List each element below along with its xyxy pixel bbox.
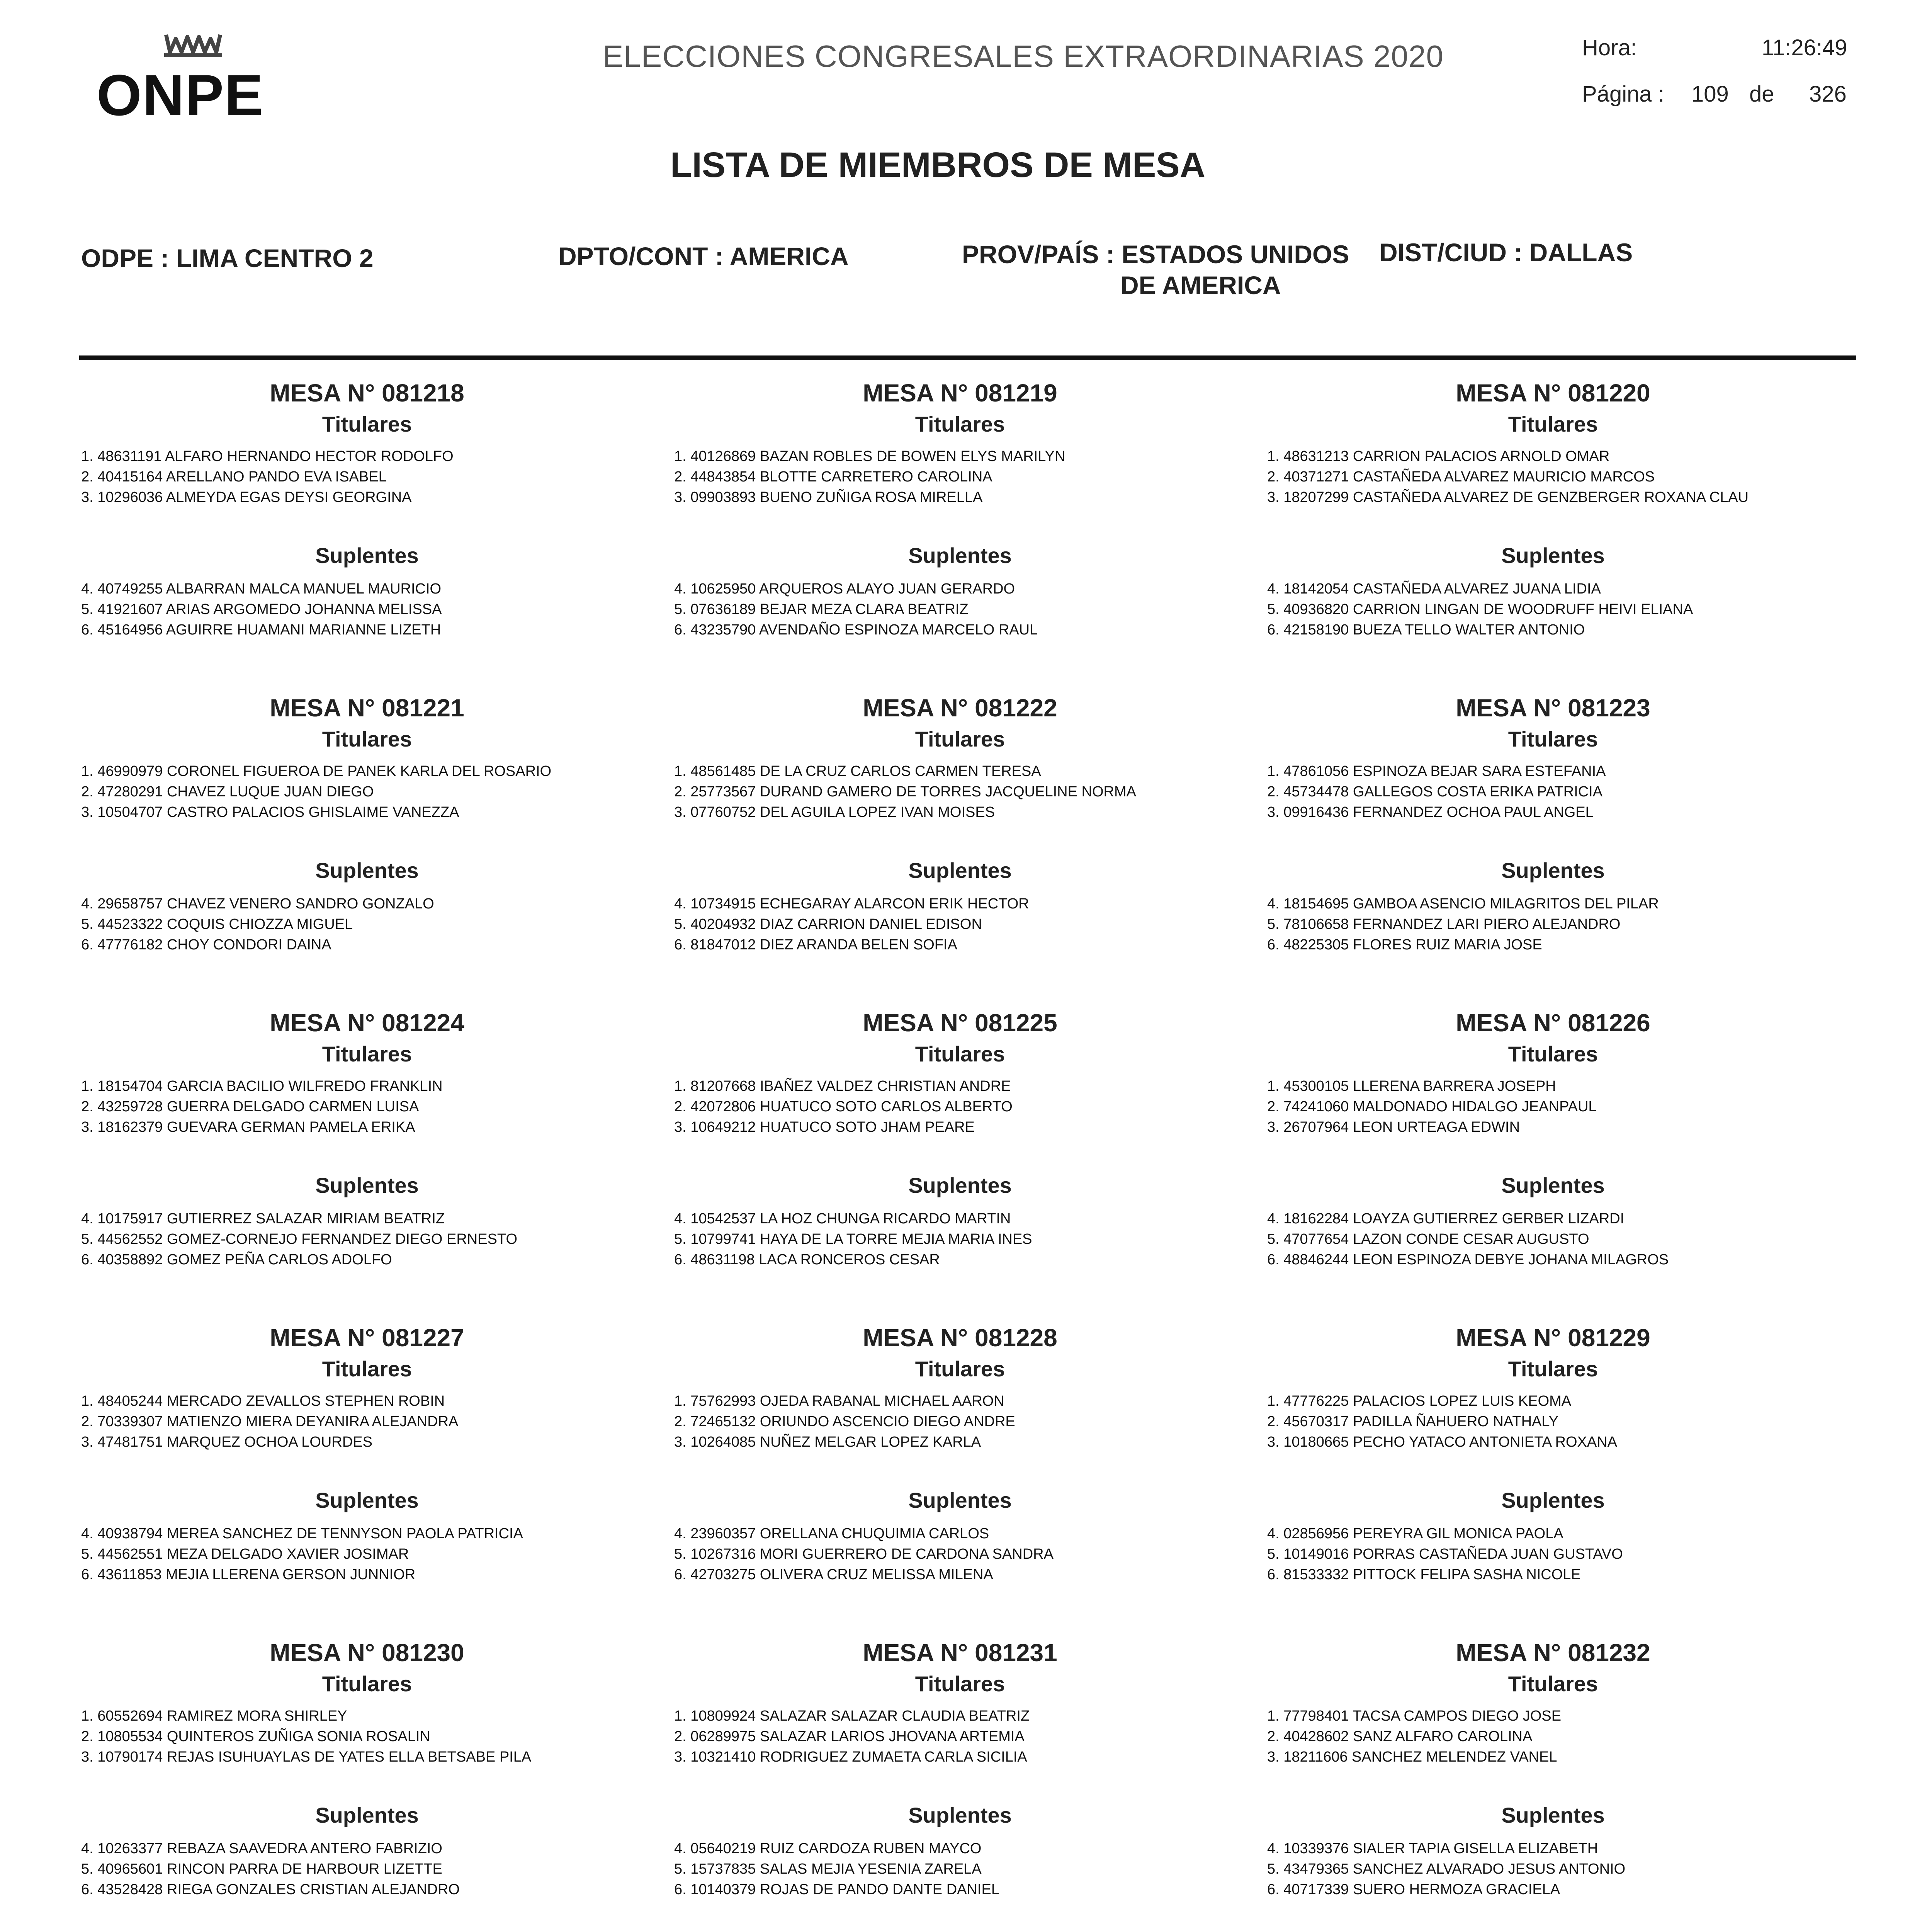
member-row: 3. 07760752 DEL AGUILA LOPEZ IVAN MOISES xyxy=(674,804,995,820)
member-row: 1. 48561485 DE LA CRUZ CARLOS CARMEN TERESA xyxy=(674,763,1041,779)
suplentes-heading: Suplentes xyxy=(908,1803,1012,1827)
mesa-title: MESA N° 081221 xyxy=(270,694,464,722)
suplentes-list xyxy=(1267,1524,1623,1585)
mesa-block xyxy=(1267,1009,1839,1268)
titulares-heading: Titulares xyxy=(1508,412,1598,436)
member-row: 2. 40415164 ARELLANO PANDO EVA ISABEL xyxy=(81,469,387,485)
member-row: 2. 45734478 GALLEGOS COSTA ERIKA PATRICIA xyxy=(1267,784,1603,800)
member-row: 4. 10625950 ARQUEROS ALAYO JUAN GERARDO xyxy=(674,581,1015,597)
hora-label: Hora: xyxy=(1582,35,1637,60)
mesa-title: MESA N° 081225 xyxy=(863,1009,1057,1037)
member-row: 1. 45300105 LLERENA BARRERA JOSEPH xyxy=(1267,1078,1556,1094)
suplentes-list xyxy=(81,579,442,640)
member-row: 5. 10799741 HAYA DE LA TORRE MEJIA MARIA INES xyxy=(674,1231,1032,1247)
member-row: 6. 42158190 BUEZA TELLO WALTER ANTONIO xyxy=(1267,622,1585,638)
total-pages: 326 xyxy=(1809,82,1847,107)
page-title: LISTA DE MIEMBROS DE MESA xyxy=(670,145,1206,185)
titulares-list xyxy=(81,761,551,823)
member-row: 3. 18162379 GUEVARA GERMAN PAMELA ERIKA xyxy=(81,1119,415,1135)
suplentes-list xyxy=(1267,1209,1669,1270)
titulares-heading: Titulares xyxy=(322,1672,412,1696)
hora-value: 11:26:49 xyxy=(1762,35,1847,60)
member-row: 3. 10790174 REJAS ISUHUAYLAS DE YATES ELLA BETSABE PILA xyxy=(81,1749,532,1765)
suplentes-list xyxy=(674,1209,1032,1270)
mesa-title: MESA N° 081230 xyxy=(270,1639,464,1667)
pagina-label: Página : xyxy=(1582,82,1664,107)
titulares-heading: Titulares xyxy=(1508,1672,1598,1696)
member-row: 5. 43479365 SANCHEZ ALVARADO JESUS ANTONIO xyxy=(1267,1861,1626,1877)
member-row: 2. 74241060 MALDONADO HIDALGO JEANPAUL xyxy=(1267,1099,1597,1115)
member-row: 2. 45670317 PADILLA ÑAHUERO NATHALY xyxy=(1267,1413,1559,1430)
member-row: 4. 10175917 GUTIERREZ SALAZAR MIRIAM BEATRIZ xyxy=(81,1211,445,1227)
header-divider xyxy=(79,355,1856,360)
mesa-block xyxy=(674,694,1246,953)
suplentes-heading: Suplentes xyxy=(315,1803,419,1827)
odpe-field: ODPE : LIMA CENTRO 2 xyxy=(81,244,374,272)
titulares-list xyxy=(674,446,1065,508)
member-row: 4. 29658757 CHAVEZ VENERO SANDRO GONZALO xyxy=(81,896,434,912)
titulares-heading: Titulares xyxy=(322,412,412,436)
member-row: 1. 40126869 BAZAN ROBLES DE BOWEN ELYS MARILYN xyxy=(674,448,1065,464)
suplentes-list xyxy=(674,1524,1054,1585)
member-row: 5. 44562551 MEZA DELGADO XAVIER JOSIMAR xyxy=(81,1546,409,1562)
member-row: 5. 15737835 SALAS MEJIA YESENIA ZARELA xyxy=(674,1861,982,1877)
mesa-block xyxy=(81,379,653,638)
member-row: 3. 10180665 PECHO YATACO ANTONIETA ROXANA xyxy=(1267,1434,1618,1450)
mesa-block xyxy=(1267,1638,1839,1898)
suplentes-list xyxy=(81,1524,523,1585)
suplentes-heading: Suplentes xyxy=(315,1488,419,1512)
member-row: 5. 07636189 BEJAR MEZA CLARA BEATRIZ xyxy=(674,601,969,617)
member-row: 1. 81207668 IBAÑEZ VALDEZ CHRISTIAN ANDRE xyxy=(674,1078,1011,1094)
mesa-title: MESA N° 081227 xyxy=(270,1324,464,1352)
member-row: 1. 60552694 RAMIREZ MORA SHIRLEY xyxy=(81,1708,347,1724)
suplentes-heading: Suplentes xyxy=(1501,858,1605,883)
suplentes-heading: Suplentes xyxy=(908,1488,1012,1512)
member-row: 2. 42072806 HUATUCO SOTO CARLOS ALBERTO xyxy=(674,1099,1013,1115)
member-row: 3. 10264085 NUÑEZ MELGAR LOPEZ KARLA xyxy=(674,1434,981,1450)
mesa-block xyxy=(674,1009,1246,1268)
member-row: 6. 48631198 LACA RONCEROS CESAR xyxy=(674,1252,940,1268)
member-row: 1. 48631213 CARRION PALACIOS ARNOLD OMAR xyxy=(1267,448,1610,464)
dpto-field: DPTO/CONT : AMERICA xyxy=(558,242,849,270)
member-row: 3. 10649212 HUATUCO SOTO JHAM PEARE xyxy=(674,1119,975,1135)
suplentes-heading: Suplentes xyxy=(908,858,1012,883)
mesa-block xyxy=(81,694,653,953)
member-row: 6. 81533332 PITTOCK FELIPA SASHA NICOLE xyxy=(1267,1566,1581,1583)
suplentes-list xyxy=(81,1838,460,1900)
prov-field-continued: DE AMERICA xyxy=(1120,271,1281,299)
titulares-list xyxy=(674,1391,1015,1452)
mesa-block xyxy=(674,379,1246,638)
suplentes-list xyxy=(1267,894,1659,955)
prov-field: PROV/PAÍS : ESTADOS UNIDOS xyxy=(962,240,1349,269)
member-row: 4. 05640219 RUIZ CARDOZA RUBEN MAYCO xyxy=(674,1840,982,1857)
member-row: 5. 78106658 FERNANDEZ LARI PIERO ALEJANDRO xyxy=(1267,916,1621,932)
suplentes-heading: Suplentes xyxy=(315,1173,419,1197)
suplentes-heading: Suplentes xyxy=(1501,1803,1605,1827)
titulares-heading: Titulares xyxy=(915,412,1005,436)
member-row: 4. 18162284 LOAYZA GUTIERREZ GERBER LIZARDI xyxy=(1267,1211,1625,1227)
member-row: 6. 10140379 ROJAS DE PANDO DANTE DANIEL xyxy=(674,1881,999,1898)
mesa-title: MESA N° 081232 xyxy=(1456,1639,1650,1667)
member-row: 5. 40965601 RINCON PARRA DE HARBOUR LIZETTE xyxy=(81,1861,442,1877)
member-row: 5. 40204932 DIAZ CARRION DANIEL EDISON xyxy=(674,916,982,932)
member-row: 6. 43235790 AVENDAÑO ESPINOZA MARCELO RAUL xyxy=(674,622,1038,638)
mesa-block xyxy=(674,1323,1246,1583)
member-row: 6. 47776182 CHOY CONDORI DAINA xyxy=(81,937,331,953)
member-row: 5. 44523322 COQUIS CHIOZZA MIGUEL xyxy=(81,916,353,932)
titulares-heading: Titulares xyxy=(915,727,1005,751)
member-row: 2. 44843854 BLOTTE CARRETERO CAROLINA xyxy=(674,469,992,485)
suplentes-list xyxy=(674,1838,999,1900)
suplentes-heading: Suplentes xyxy=(1501,543,1605,568)
member-row: 2. 10805534 QUINTEROS ZUÑIGA SONIA ROSALIN xyxy=(81,1728,430,1745)
member-row: 6. 40358892 GOMEZ PEÑA CARLOS ADOLFO xyxy=(81,1252,392,1268)
member-row: 1. 47861056 ESPINOZA BEJAR SARA ESTEFANIA xyxy=(1267,763,1606,779)
suplentes-heading: Suplentes xyxy=(315,543,419,568)
suplentes-heading: Suplentes xyxy=(908,543,1012,568)
mesa-block xyxy=(81,1009,653,1268)
member-row: 2. 40428602 SANZ ALFARO CAROLINA xyxy=(1267,1728,1533,1745)
suplentes-heading: Suplentes xyxy=(908,1173,1012,1197)
member-row: 4. 02856956 PEREYRA GIL MONICA PAOLA xyxy=(1267,1526,1563,1542)
member-row: 6. 40717339 SUERO HERMOZA GRACIELA xyxy=(1267,1881,1560,1898)
titulares-list xyxy=(674,1706,1030,1767)
member-row: 4. 10339376 SIALER TAPIA GISELLA ELIZABETH xyxy=(1267,1840,1598,1857)
member-row: 4. 40938794 MEREA SANCHEZ DE TENNYSON PAOLA PATRICIA xyxy=(81,1526,523,1542)
member-row: 3. 26707964 LEON URTEAGA EDWIN xyxy=(1267,1119,1520,1135)
member-row: 1. 46990979 CORONEL FIGUEROA DE PANEK KARLA DEL ROSARIO xyxy=(81,763,552,779)
member-row: 2. 43259728 GUERRA DELGADO CARMEN LUISA xyxy=(81,1099,419,1115)
mesa-block xyxy=(674,1638,1246,1898)
mesa-title: MESA N° 081226 xyxy=(1456,1009,1650,1037)
member-row: 6. 43528428 RIEGA GONZALES CRISTIAN ALEJANDRO xyxy=(81,1881,460,1898)
mesa-block xyxy=(81,1638,653,1898)
member-row: 3. 47481751 MARQUEZ OCHOA LOURDES xyxy=(81,1434,372,1450)
mesa-title: MESA N° 081219 xyxy=(863,379,1057,407)
member-row: 6. 81847012 DIEZ ARANDA BELEN SOFIA xyxy=(674,937,957,953)
titulares-heading: Titulares xyxy=(1508,1357,1598,1381)
member-row: 4. 40749255 ALBARRAN MALCA MANUEL MAURICIO xyxy=(81,581,442,597)
member-row: 4. 10542537 LA HOZ CHUNGA RICARDO MARTIN xyxy=(674,1211,1011,1227)
titulares-list xyxy=(81,1706,531,1767)
member-row: 4. 10263377 REBAZA SAAVEDRA ANTERO FABRIZIO xyxy=(81,1840,442,1857)
mesa-title: MESA N° 081222 xyxy=(863,694,1057,722)
member-row: 5. 10267316 MORI GUERRERO DE CARDONA SANDRA xyxy=(674,1546,1054,1562)
ballot-box-icon xyxy=(155,23,232,58)
onpe-logo xyxy=(97,19,282,128)
member-row: 3. 18207299 CASTAÑEDA ALVAREZ DE GENZBERGER ROXANA CLAU xyxy=(1267,489,1749,505)
titulares-heading: Titulares xyxy=(915,1672,1005,1696)
member-row: 1. 48631191 ALFARO HERNANDO HECTOR RODOLFO xyxy=(81,448,454,464)
member-row: 5. 47077654 LAZON CONDE CESAR AUGUSTO xyxy=(1267,1231,1589,1247)
mesa-block xyxy=(81,1323,653,1583)
member-row: 5. 41921607 ARIAS ARGOMEDO JOHANNA MELISSA xyxy=(81,601,442,617)
suplentes-list xyxy=(81,1209,517,1270)
member-row: 4. 23960357 ORELLANA CHUQUIMIA CARLOS xyxy=(674,1526,989,1542)
titulares-list xyxy=(81,446,454,508)
titulares-list xyxy=(1267,1391,1617,1452)
suplentes-heading: Suplentes xyxy=(1501,1173,1605,1197)
member-row: 4. 10734915 ECHEGARAY ALARCON ERIK HECTOR xyxy=(674,896,1029,912)
member-row: 4. 18154695 GAMBOA ASENCIO MILAGRITOS DEL PILAR xyxy=(1267,896,1659,912)
titulares-list xyxy=(674,1076,1013,1138)
member-row: 6. 48846244 LEON ESPINOZA DEBYE JOHANA MILAGROS xyxy=(1267,1252,1669,1268)
member-row: 6. 48225305 FLORES RUIZ MARIA JOSE xyxy=(1267,937,1542,953)
mesa-title: MESA N° 081228 xyxy=(863,1324,1057,1352)
member-row: 1. 77798401 TACSA CAMPOS DIEGO JOSE xyxy=(1267,1708,1562,1724)
member-row: 2. 06289975 SALAZAR LARIOS JHOVANA ARTEMIA xyxy=(674,1728,1025,1745)
mesa-title: MESA N° 081220 xyxy=(1456,379,1650,407)
member-row: 6. 42703275 OLIVERA CRUZ MELISSA MILENA xyxy=(674,1566,993,1583)
titulares-list xyxy=(1267,446,1749,508)
titulares-heading: Titulares xyxy=(322,1357,412,1381)
suplentes-heading: Suplentes xyxy=(1501,1488,1605,1512)
election-title: ELECCIONES CONGRESALES EXTRAORDINARIAS 2020 xyxy=(603,39,1444,73)
mesa-block xyxy=(1267,694,1839,953)
mesa-title: MESA N° 081229 xyxy=(1456,1324,1650,1352)
titulares-heading: Titulares xyxy=(1508,727,1598,751)
suplentes-list xyxy=(81,894,434,955)
member-row: 2. 40371271 CASTAÑEDA ALVAREZ MAURICIO MARCOS xyxy=(1267,469,1655,485)
member-row: 6. 43611853 MEJIA LLERENA GERSON JUNNIOR xyxy=(81,1566,416,1583)
mesa-block xyxy=(1267,379,1839,638)
member-row: 2. 25773567 DURAND GAMERO DE TORRES JACQUELINE NORMA xyxy=(674,784,1136,800)
mesa-title: MESA N° 081223 xyxy=(1456,694,1650,722)
member-row: 3. 10321410 RODRIGUEZ ZUMAETA CARLA SICILIA xyxy=(674,1749,1027,1765)
titulares-heading: Titulares xyxy=(322,727,412,751)
titulares-list xyxy=(1267,1706,1561,1767)
titulares-list xyxy=(81,1076,443,1138)
titulares-heading: Titulares xyxy=(322,1042,412,1066)
member-row: 1. 75762993 OJEDA RABANAL MICHAEL AARON xyxy=(674,1393,1004,1409)
suplentes-list xyxy=(674,894,1029,955)
member-row: 3. 10504707 CASTRO PALACIOS GHISLAIME VANEZZA xyxy=(81,804,459,820)
titulares-list xyxy=(1267,1076,1597,1138)
mesa-title: MESA N° 081218 xyxy=(270,379,464,407)
mesa-block xyxy=(1267,1323,1839,1583)
mesa-title: MESA N° 081224 xyxy=(270,1009,464,1037)
titulares-heading: Titulares xyxy=(1508,1042,1598,1066)
titulares-heading: Titulares xyxy=(915,1357,1005,1381)
member-row: 5. 40936820 CARRION LINGAN DE WOODRUFF HEIVI ELIANA xyxy=(1267,601,1693,617)
titulares-heading: Titulares xyxy=(915,1042,1005,1066)
member-row: 2. 47280291 CHAVEZ LUQUE JUAN DIEGO xyxy=(81,784,374,800)
suplentes-heading: Suplentes xyxy=(315,858,419,883)
member-row: 3. 09903893 BUENO ZUÑIGA ROSA MIRELLA xyxy=(674,489,983,505)
titulares-list xyxy=(1267,761,1606,823)
member-row: 5. 44562552 GOMEZ-CORNEJO FERNANDEZ DIEGO ERNESTO xyxy=(81,1231,518,1247)
member-row: 4. 18142054 CASTAÑEDA ALVAREZ JUANA LIDIA xyxy=(1267,581,1601,597)
de-label: de xyxy=(1749,82,1774,107)
member-row: 3. 09916436 FERNANDEZ OCHOA PAUL ANGEL xyxy=(1267,804,1594,820)
titulares-list xyxy=(674,761,1136,823)
member-row: 2. 70339307 MATIENZO MIERA DEYANIRA ALEJANDRA xyxy=(81,1413,459,1430)
member-row: 1. 47776225 PALACIOS LOPEZ LUIS KEOMA xyxy=(1267,1393,1572,1409)
member-row: 2. 72465132 ORIUNDO ASCENCIO DIEGO ANDRE xyxy=(674,1413,1015,1430)
pagina-value: 109 xyxy=(1691,82,1729,107)
suplentes-list xyxy=(674,579,1038,640)
logo-text: ONPE xyxy=(97,63,264,128)
dist-field: DIST/CIUD : DALLAS xyxy=(1379,238,1633,267)
suplentes-list xyxy=(1267,1838,1625,1900)
member-row: 6. 45164956 AGUIRRE HUAMANI MARIANNE LIZETH xyxy=(81,622,441,638)
suplentes-list xyxy=(1267,579,1693,640)
member-row: 3. 10296036 ALMEYDA EGAS DEYSI GEORGINA xyxy=(81,489,412,505)
member-row: 5. 10149016 PORRAS CASTAÑEDA JUAN GUSTAVO xyxy=(1267,1546,1623,1562)
mesa-title: MESA N° 081231 xyxy=(863,1639,1057,1667)
titulares-list xyxy=(81,1391,458,1452)
member-row: 1. 48405244 MERCADO ZEVALLOS STEPHEN ROBIN xyxy=(81,1393,445,1409)
member-row: 3. 18211606 SANCHEZ MELENDEZ VANEL xyxy=(1267,1749,1557,1765)
member-row: 1. 10809924 SALAZAR SALAZAR CLAUDIA BEATRIZ xyxy=(674,1708,1030,1724)
member-row: 1. 18154704 GARCIA BACILIO WILFREDO FRANKLIN xyxy=(81,1078,443,1094)
